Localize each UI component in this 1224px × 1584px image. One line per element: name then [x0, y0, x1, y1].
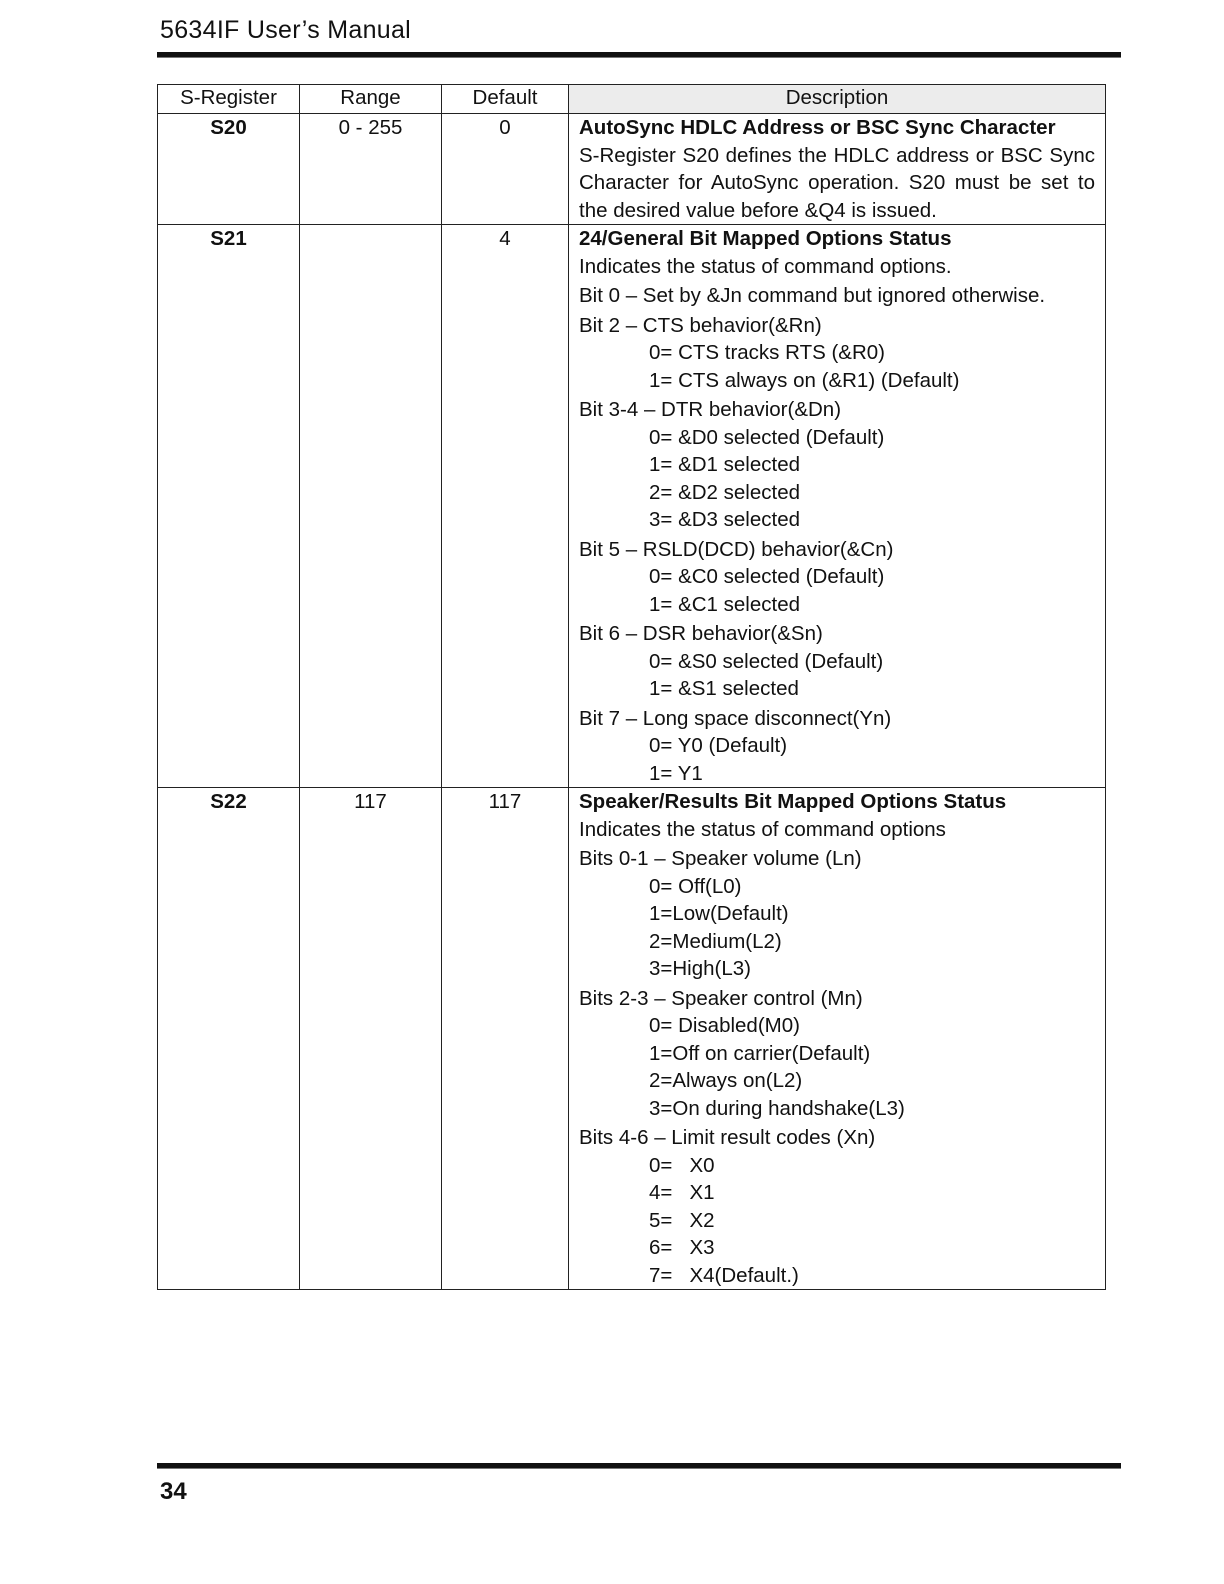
table-row-s20: [158, 114, 1106, 225]
bit-option: 0= Y0 (Default): [649, 734, 788, 757]
bit-label: Bit 3-4 – DTR behavior(&Dn): [579, 398, 842, 421]
register-description: [569, 788, 1106, 1290]
bit-option: 6= X3: [649, 1236, 715, 1259]
footer-rule: [157, 1463, 1121, 1469]
bit-option: 1= Y1: [649, 761, 703, 785]
table-row-s22: [158, 788, 1106, 1290]
register-description: [569, 225, 1106, 788]
bit-option: 2=Always on(L2): [649, 1069, 803, 1092]
register-range: 117: [354, 790, 387, 813]
bit-label: Bits 4-6 – Limit result codes (Xn): [579, 1126, 876, 1149]
register-name: S21: [210, 227, 247, 250]
bit-option: 2=Medium(L2): [649, 929, 782, 953]
bit-option: 1=Off on carrier(Default): [649, 1041, 871, 1065]
bit-option: 1=Low(Default): [649, 902, 789, 925]
bit-option: 1= &S1 selected: [649, 677, 799, 700]
bit-label: Bit 2 – CTS behavior(&Rn): [579, 313, 822, 337]
description-text: Indicates the status of command options: [579, 817, 946, 841]
table-header-row: [158, 85, 1106, 114]
bit-label: Bit 6 – DSR behavior(&Sn): [579, 622, 823, 645]
table-row-s21: [158, 225, 1106, 788]
description-text: Indicates the status of command options.: [579, 254, 952, 278]
s-register-table: [157, 84, 1106, 1290]
register-default: 117: [488, 790, 522, 813]
bit-label: Bits 2-3 – Speaker control (Mn): [579, 986, 863, 1010]
register-default: 4: [499, 227, 511, 250]
bit-option: 4= X1: [649, 1181, 715, 1204]
bit-option: 3=High(L3): [649, 957, 751, 980]
page-number: 34: [160, 1478, 187, 1505]
bit-option: 0= &S0 selected (Default): [649, 649, 884, 673]
description-title: 24/General Bit Mapped Options Status: [579, 227, 952, 250]
bit-option: 0= Disabled(M0): [649, 1014, 800, 1037]
bit-label: Bit 7 – Long space disconnect(Yn): [579, 706, 892, 730]
bit-option: 1= &D1 selected: [649, 453, 800, 476]
bit-label: Bits 0-1 – Speaker volume (Ln): [579, 847, 862, 870]
bit-option: 0= &D0 selected (Default): [649, 425, 885, 449]
bit-option: 3= &D3 selected: [649, 508, 800, 531]
bit-option: 3=On during handshake(L3): [649, 1096, 905, 1120]
bit-option: 0= X0: [649, 1153, 715, 1177]
bit-option: 1= &C1 selected: [649, 592, 800, 616]
register-description: [569, 114, 1106, 225]
column-header-default: Default: [442, 85, 569, 114]
bit-option: 1= CTS always on (&R1) (Default): [649, 368, 960, 392]
bit-option: 7= X4(Default.): [649, 1263, 799, 1287]
bit-option: 5= X2: [649, 1208, 715, 1232]
header-rule: [157, 52, 1121, 58]
description-title: AutoSync HDLC Address or BSC Sync Character: [579, 116, 1056, 139]
column-header-range: Range: [300, 85, 442, 114]
register-name: S20: [210, 116, 247, 139]
bit-label: Bit 0 – Set by &Jn command but ignored otherwise.: [579, 284, 1046, 307]
register-default: 0: [499, 116, 511, 139]
column-header-description: Description: [569, 85, 1106, 114]
bit-option: 2= &D2 selected: [649, 480, 800, 504]
bit-label: Bit 5 – RSLD(DCD) behavior(&Cn): [579, 537, 894, 561]
register-name: S22: [210, 790, 247, 813]
description-title: Speaker/Results Bit Mapped Options Status: [579, 790, 1007, 813]
bit-option: 0= &C0 selected (Default): [649, 565, 885, 588]
register-range: 0 - 255: [338, 116, 403, 139]
description-text: S-Register S20 defines the HDLC address or BSC Sync Character for AutoSync operation. S20 must be set to the desired value before &Q4 is issued.: [579, 143, 1095, 222]
bit-option: 0= Off(L0): [649, 874, 742, 898]
bit-option: 0= CTS tracks RTS (&R0): [649, 341, 885, 364]
page-title: 5634IF User’s Manual: [160, 16, 412, 44]
column-header-register: S-Register: [158, 85, 300, 114]
